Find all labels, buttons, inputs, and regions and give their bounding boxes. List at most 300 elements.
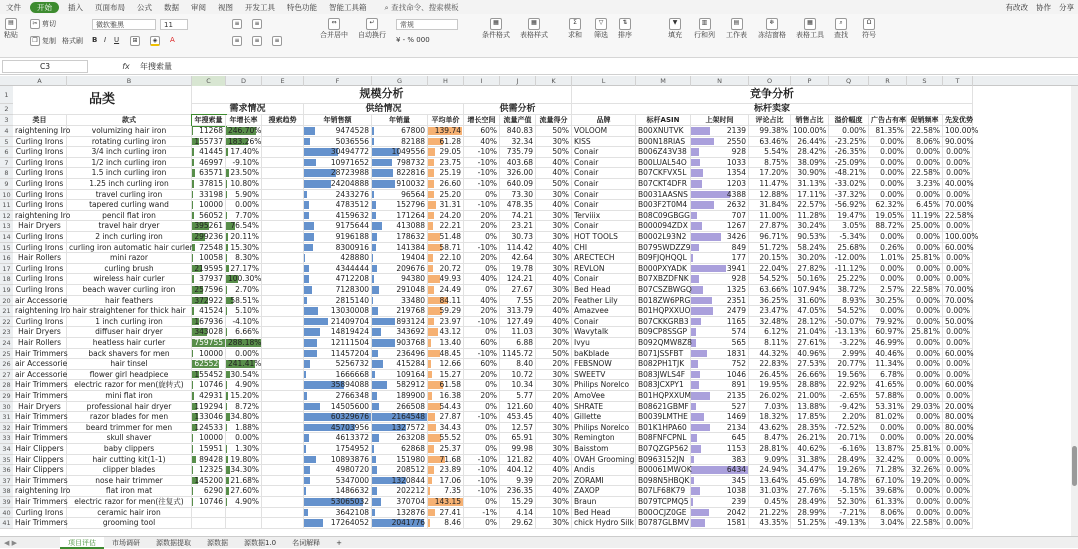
cell-r37-c15[interactable] (791, 476, 829, 487)
row-header-22[interactable]: 22 (0, 317, 13, 328)
cell-r35-c11[interactable] (572, 455, 636, 466)
cell-r36-c19[interactable] (943, 465, 973, 476)
cell-r24-c8[interactable] (464, 338, 500, 349)
cell-r13-c11[interactable] (572, 221, 636, 232)
trend-cell-r36[interactable] (262, 465, 304, 476)
cell-r38-c15[interactable] (791, 486, 829, 497)
cell-r6-c12[interactable] (636, 147, 691, 158)
cell-r22-c12[interactable] (636, 317, 691, 328)
cell-r14-c15[interactable] (791, 232, 829, 243)
cell-r28-c18[interactable] (907, 380, 943, 391)
trend-cell-r24[interactable] (262, 338, 304, 349)
cell-r38-c0[interactable] (13, 486, 67, 497)
cell-r20-c19[interactable] (943, 296, 973, 307)
cell-r13-c13[interactable] (691, 221, 749, 232)
cell-r14-c8[interactable] (464, 232, 500, 243)
cell-r33-c19[interactable] (943, 433, 973, 444)
cell-r23-c13[interactable] (691, 327, 749, 338)
cell-r16-c0[interactable] (13, 253, 67, 264)
cell-r18-c18[interactable] (907, 274, 943, 285)
cell-r20-c1[interactable] (67, 296, 192, 307)
underline-button[interactable]: U (114, 36, 119, 44)
cell-r38-c13[interactable] (691, 486, 749, 497)
col-title-19[interactable]: 先发优势 (943, 115, 973, 126)
cell-r38-c10[interactable] (536, 486, 572, 497)
cell-r18-c8[interactable] (464, 274, 500, 285)
cell-r32-c7[interactable] (428, 423, 464, 434)
row-header-35[interactable]: 35 (0, 455, 13, 466)
cell-r25-c10[interactable] (536, 349, 572, 360)
cell-r12-c6[interactable] (372, 211, 428, 222)
cell-r33-c15[interactable] (791, 433, 829, 444)
cell-r17-c12[interactable] (636, 264, 691, 275)
cell-r10-c12[interactable] (636, 190, 691, 201)
cell-r15-c12[interactable] (636, 243, 691, 254)
cell-r20-c12[interactable] (636, 296, 691, 307)
cell-r5-c12[interactable] (636, 137, 691, 148)
menu-8[interactable]: 开发工具 (239, 2, 281, 13)
cell-r16-c8[interactable] (464, 253, 500, 264)
cell-r18-c7[interactable] (428, 274, 464, 285)
menu-9[interactable]: 特色功能 (281, 2, 323, 13)
cell-r20-c5[interactable] (304, 296, 372, 307)
cell-r25-c5[interactable] (304, 349, 372, 360)
cell-r15-c0[interactable] (13, 243, 67, 254)
cell-r21-c8[interactable] (464, 306, 500, 317)
cell-r26-c8[interactable] (464, 359, 500, 370)
cell-r6-c13[interactable] (691, 147, 749, 158)
cell-r12-c7[interactable] (428, 211, 464, 222)
cell-r12-c12[interactable] (636, 211, 691, 222)
cell-r7-c7[interactable] (428, 158, 464, 169)
trend-cell-r12[interactable] (262, 211, 304, 222)
cell-r35-c12[interactable] (636, 455, 691, 466)
cell-r4-c11[interactable] (572, 126, 636, 137)
col-title-7[interactable]: 平均单价 (428, 115, 464, 126)
cell-r23-c1[interactable] (67, 327, 192, 338)
cell-r40-c16[interactable] (829, 508, 869, 519)
format-brush-button[interactable] (62, 36, 83, 46)
cell-r27-c14[interactable] (749, 370, 791, 381)
cell-r39-c14[interactable] (749, 497, 791, 508)
font-size-select[interactable] (160, 19, 188, 30)
menu-4[interactable]: 公式 (131, 2, 158, 13)
cell-r5-c8[interactable] (464, 137, 500, 148)
cell-r25-c13[interactable] (691, 349, 749, 360)
cell-r8-c5[interactable] (304, 168, 372, 179)
cell-r26-c7[interactable] (428, 359, 464, 370)
trend-cell-r29[interactable] (262, 391, 304, 402)
cell-r16-c13[interactable] (691, 253, 749, 264)
cell-r39-c7[interactable] (428, 497, 464, 508)
cell-r20-c11[interactable] (572, 296, 636, 307)
cell-r40-c9[interactable] (500, 508, 536, 519)
cell-r36-c13[interactable] (691, 465, 749, 476)
cell-r26-c10[interactable] (536, 359, 572, 370)
cell-r32-c2[interactable] (192, 423, 226, 434)
cell-r10-c19[interactable] (943, 190, 973, 201)
cell-r5-c2[interactable] (192, 137, 226, 148)
cell-r36-c17[interactable] (869, 465, 907, 476)
cell-r24-c5[interactable] (304, 338, 372, 349)
cell-r9-c16[interactable] (829, 179, 869, 190)
cell-r11-c19[interactable] (943, 200, 973, 211)
cell-r24-c15[interactable] (791, 338, 829, 349)
cell-r25-c19[interactable] (943, 349, 973, 360)
cell-r26-c16[interactable] (829, 359, 869, 370)
cell-r19-c10[interactable] (536, 285, 572, 296)
col-title-13[interactable]: 上架时间 (691, 115, 749, 126)
cell-r28-c14[interactable] (749, 380, 791, 391)
sheet-tab-0[interactable]: 项目评估 (60, 537, 104, 549)
cell-r28-c15[interactable] (791, 380, 829, 391)
cell-r33-c3[interactable] (226, 433, 262, 444)
cell-r5-c9[interactable] (500, 137, 536, 148)
cell-r6-c3[interactable] (226, 147, 262, 158)
cell-r15-c10[interactable] (536, 243, 572, 254)
cell-r25-c15[interactable] (791, 349, 829, 360)
cell-r19-c8[interactable] (464, 285, 500, 296)
trend-cell-r18[interactable] (262, 274, 304, 285)
cell-r12-c11[interactable] (572, 211, 636, 222)
row-header-15[interactable]: 15 (0, 243, 13, 254)
cell-r19-c0[interactable] (13, 285, 67, 296)
cell-r33-c9[interactable] (500, 433, 536, 444)
cell-r20-c13[interactable] (691, 296, 749, 307)
cell-r39-c6[interactable] (372, 497, 428, 508)
cell-r8-c8[interactable] (464, 168, 500, 179)
trend-cell-r8[interactable] (262, 168, 304, 179)
cell-r27-c19[interactable] (943, 370, 973, 381)
cell-r41-c14[interactable] (749, 518, 791, 529)
cell-r11-c15[interactable] (791, 200, 829, 211)
row-header-19[interactable]: 19 (0, 285, 13, 296)
cell-r31-c16[interactable] (829, 412, 869, 423)
cell-r27-c9[interactable] (500, 370, 536, 381)
cell-r19-c19[interactable] (943, 285, 973, 296)
cell-r21-c14[interactable] (749, 306, 791, 317)
cell-r8-c14[interactable] (749, 168, 791, 179)
cell-r33-c12[interactable] (636, 433, 691, 444)
cell-r4-c16[interactable] (829, 126, 869, 137)
trend-cell-r10[interactable] (262, 190, 304, 201)
cell-r13-c3[interactable] (226, 221, 262, 232)
cell-r7-c8[interactable] (464, 158, 500, 169)
cell-r16-c5[interactable] (304, 253, 372, 264)
cell-r29-c1[interactable] (67, 391, 192, 402)
cell-r28-c8[interactable] (464, 380, 500, 391)
row-col-button[interactable] (694, 18, 715, 40)
cell-r31-c2[interactable] (192, 412, 226, 423)
cell-r9-c14[interactable] (749, 179, 791, 190)
trend-cell-r22[interactable] (262, 317, 304, 328)
cell-r23-c9[interactable] (500, 327, 536, 338)
row-header-34[interactable]: 34 (0, 444, 13, 455)
cell-r27-c7[interactable] (428, 370, 464, 381)
cell-r12-c13[interactable] (691, 211, 749, 222)
cell-r16-c7[interactable] (428, 253, 464, 264)
cell-r34-c9[interactable] (500, 444, 536, 455)
cell-r25-c0[interactable] (13, 349, 67, 360)
cell-r21-c13[interactable] (691, 306, 749, 317)
cell-r7-c0[interactable] (13, 158, 67, 169)
cell-r24-c18[interactable] (907, 338, 943, 349)
cell-r36-c6[interactable] (372, 465, 428, 476)
cell-r15-c11[interactable] (572, 243, 636, 254)
cell-r29-c7[interactable] (428, 391, 464, 402)
cell-r40-c2[interactable] (192, 508, 226, 519)
trend-cell-r25[interactable] (262, 349, 304, 360)
cell-r34-c19[interactable] (943, 444, 973, 455)
cell-r16-c11[interactable] (572, 253, 636, 264)
cell-r6-c0[interactable] (13, 147, 67, 158)
cell-r29-c17[interactable] (869, 391, 907, 402)
row-header-4[interactable]: 4 (0, 126, 13, 137)
cell-r33-c1[interactable] (67, 433, 192, 444)
cell-r17-c11[interactable] (572, 264, 636, 275)
cell-r21-c16[interactable] (829, 306, 869, 317)
row-header-9[interactable]: 9 (0, 179, 13, 190)
row-header-21[interactable]: 21 (0, 306, 13, 317)
cell-r7-c12[interactable] (636, 158, 691, 169)
menu-5[interactable]: 数据 (158, 2, 185, 13)
cell-r22-c9[interactable] (500, 317, 536, 328)
cell-r25-c16[interactable] (829, 349, 869, 360)
cell-r16-c14[interactable] (749, 253, 791, 264)
cell-r7-c1[interactable] (67, 158, 192, 169)
col-title-11[interactable]: 品牌 (572, 115, 636, 126)
filter-button[interactable] (594, 18, 608, 40)
cell-r39-c3[interactable] (226, 497, 262, 508)
cell-r20-c17[interactable] (869, 296, 907, 307)
cell-r10-c7[interactable] (428, 190, 464, 201)
cell-r22-c14[interactable] (749, 317, 791, 328)
cell-r6-c5[interactable] (304, 147, 372, 158)
cell-r13-c14[interactable] (749, 221, 791, 232)
cell-r34-c16[interactable] (829, 444, 869, 455)
cell-r9-c15[interactable] (791, 179, 829, 190)
trend-cell-r21[interactable] (262, 306, 304, 317)
cell-r17-c18[interactable] (907, 264, 943, 275)
cell-r38-c16[interactable] (829, 486, 869, 497)
col-title-9[interactable]: 流量产值 (500, 115, 536, 126)
cell-r4-c3[interactable] (226, 126, 262, 137)
cell-r26-c9[interactable] (500, 359, 536, 370)
copy-button[interactable] (30, 36, 56, 46)
cell-r32-c3[interactable] (226, 423, 262, 434)
col-header-I[interactable]: I (464, 76, 500, 86)
cell-r31-c7[interactable] (428, 412, 464, 423)
cell-r13-c2[interactable] (192, 221, 226, 232)
col-header-M[interactable]: M (636, 76, 691, 86)
trend-cell-r32[interactable] (262, 423, 304, 434)
cell-r29-c14[interactable] (749, 391, 791, 402)
cell-r33-c13[interactable] (691, 433, 749, 444)
cell-r4-c5[interactable] (304, 126, 372, 137)
cell-r34-c12[interactable] (636, 444, 691, 455)
cell-r27-c17[interactable] (869, 370, 907, 381)
freeze-button[interactable] (758, 18, 786, 40)
col-header-G[interactable]: G (372, 76, 428, 86)
align-center-button[interactable] (252, 36, 262, 46)
cell-r27-c11[interactable] (572, 370, 636, 381)
cell-r14-c5[interactable] (304, 232, 372, 243)
cell-r26-c14[interactable] (749, 359, 791, 370)
cell-r38-c19[interactable] (943, 486, 973, 497)
cell-r6-c11[interactable] (572, 147, 636, 158)
cell-r8-c2[interactable] (192, 168, 226, 179)
cell-r37-c1[interactable] (67, 476, 192, 487)
row-header-14[interactable]: 14 (0, 232, 13, 243)
cell-r41-c0[interactable] (13, 518, 67, 529)
cell-r41-c18[interactable] (907, 518, 943, 529)
cell-r35-c14[interactable] (749, 455, 791, 466)
demand-header[interactable]: 需求情况 (192, 104, 304, 115)
cell-r22-c17[interactable] (869, 317, 907, 328)
cell-r19-c17[interactable] (869, 285, 907, 296)
symbol-button[interactable] (862, 18, 876, 40)
cell-r32-c6[interactable] (372, 423, 428, 434)
benchmark-header[interactable]: 标杆卖家 (572, 104, 973, 115)
cell-r10-c1[interactable] (67, 190, 192, 201)
cell-r18-c5[interactable] (304, 274, 372, 285)
cell-r41-c3[interactable] (226, 518, 262, 529)
row-header-23[interactable]: 23 (0, 327, 13, 338)
cell-r19-c9[interactable] (500, 285, 536, 296)
cell-r8-c18[interactable] (907, 168, 943, 179)
cell-r35-c19[interactable] (943, 455, 973, 466)
find-button[interactable] (834, 18, 848, 40)
cell-r15-c5[interactable] (304, 243, 372, 254)
cell-r15-c15[interactable] (791, 243, 829, 254)
row-header-6[interactable]: 6 (0, 147, 13, 158)
col-title-18[interactable]: 促销频率 (907, 115, 943, 126)
cell-r29-c6[interactable] (372, 391, 428, 402)
cell-r35-c18[interactable] (907, 455, 943, 466)
cell-r37-c10[interactable] (536, 476, 572, 487)
cell-r29-c0[interactable] (13, 391, 67, 402)
col-header-C[interactable]: C (192, 76, 226, 86)
cell-r14-c13[interactable] (691, 232, 749, 243)
cell-r14-c11[interactable] (572, 232, 636, 243)
row-header-28[interactable]: 28 (0, 380, 13, 391)
col-header-A[interactable]: A (13, 76, 67, 86)
cell-r38-c2[interactable] (192, 486, 226, 497)
cell-r27-c0[interactable] (13, 370, 67, 381)
cell-r9-c6[interactable] (372, 179, 428, 190)
vertical-scrollbar[interactable] (1071, 86, 1078, 536)
cell-r14-c1[interactable] (67, 232, 192, 243)
cell-r17-c2[interactable] (192, 264, 226, 275)
cell-r25-c2[interactable] (192, 349, 226, 360)
cell-r9-c8[interactable] (464, 179, 500, 190)
cell-r40-c12[interactable] (636, 508, 691, 519)
trend-cell-r26[interactable] (262, 359, 304, 370)
sheet-tab-1[interactable]: 市场调研 (104, 537, 148, 549)
cell-r26-c5[interactable] (304, 359, 372, 370)
cell-r6-c8[interactable] (464, 147, 500, 158)
cell-r7-c10[interactable] (536, 158, 572, 169)
cell-r31-c15[interactable] (791, 412, 829, 423)
cell-r12-c15[interactable] (791, 211, 829, 222)
col-header-J[interactable]: J (500, 76, 536, 86)
cell-r5-c3[interactable] (226, 137, 262, 148)
cell-r12-c18[interactable] (907, 211, 943, 222)
cell-r38-c9[interactable] (500, 486, 536, 497)
cell-r41-c15[interactable] (791, 518, 829, 529)
col-header-K[interactable]: K (536, 76, 572, 86)
row-header-32[interactable]: 32 (0, 423, 13, 434)
cell-r22-c1[interactable] (67, 317, 192, 328)
cell-r13-c5[interactable] (304, 221, 372, 232)
cell-r30-c14[interactable] (749, 402, 791, 413)
cell-r16-c1[interactable] (67, 253, 192, 264)
cell-r7-c6[interactable] (372, 158, 428, 169)
row-header-8[interactable]: 8 (0, 168, 13, 179)
cell-r18-c10[interactable] (536, 274, 572, 285)
cell-r16-c12[interactable] (636, 253, 691, 264)
trend-cell-r7[interactable] (262, 158, 304, 169)
row-header-31[interactable]: 31 (0, 412, 13, 423)
cell-r30-c7[interactable] (428, 402, 464, 413)
cell-r19-c5[interactable] (304, 285, 372, 296)
cell-r6-c15[interactable] (791, 147, 829, 158)
cell-r15-c8[interactable] (464, 243, 500, 254)
cell-r22-c19[interactable] (943, 317, 973, 328)
cell-r19-c2[interactable] (192, 285, 226, 296)
cell-r19-c13[interactable] (691, 285, 749, 296)
cell-r8-c1[interactable] (67, 168, 192, 179)
cell-r10-c11[interactable] (572, 190, 636, 201)
font-name-select[interactable] (92, 19, 156, 30)
cell-r17-c6[interactable] (372, 264, 428, 275)
cell-r17-c13[interactable] (691, 264, 749, 275)
cell-r14-c3[interactable] (226, 232, 262, 243)
cell-r11-c18[interactable] (907, 200, 943, 211)
cell-r22-c11[interactable] (572, 317, 636, 328)
trend-cell-r17[interactable] (262, 264, 304, 275)
cell-r6-c7[interactable] (428, 147, 464, 158)
col-header-E[interactable]: E (262, 76, 304, 86)
table-tools-button[interactable] (796, 18, 824, 40)
cell-r22-c6[interactable] (372, 317, 428, 328)
cell-r7-c15[interactable] (791, 158, 829, 169)
cell-r13-c16[interactable] (829, 221, 869, 232)
cell-r27-c12[interactable] (636, 370, 691, 381)
cell-r26-c6[interactable] (372, 359, 428, 370)
row-header-39[interactable]: 39 (0, 497, 13, 508)
cell-r9-c7[interactable] (428, 179, 464, 190)
cell-r40-c5[interactable] (304, 508, 372, 519)
cell-r36-c5[interactable] (304, 465, 372, 476)
cell-r37-c19[interactable] (943, 476, 973, 487)
cell-r5-c18[interactable] (907, 137, 943, 148)
wrap-text-button[interactable] (358, 18, 386, 40)
row-header-10[interactable]: 10 (0, 190, 13, 201)
cell-r9-c18[interactable] (907, 179, 943, 190)
cell-r6-c14[interactable] (749, 147, 791, 158)
cell-r8-c7[interactable] (428, 168, 464, 179)
row-header-1[interactable]: 1 (0, 86, 13, 104)
cell-r23-c18[interactable] (907, 327, 943, 338)
cell-r28-c6[interactable] (372, 380, 428, 391)
cell-r15-c1[interactable] (67, 243, 192, 254)
cell-r24-c9[interactable] (500, 338, 536, 349)
cell-r7-c19[interactable] (943, 158, 973, 169)
cell-r29-c18[interactable] (907, 391, 943, 402)
cell-r35-c10[interactable] (536, 455, 572, 466)
cell-r28-c3[interactable] (226, 380, 262, 391)
